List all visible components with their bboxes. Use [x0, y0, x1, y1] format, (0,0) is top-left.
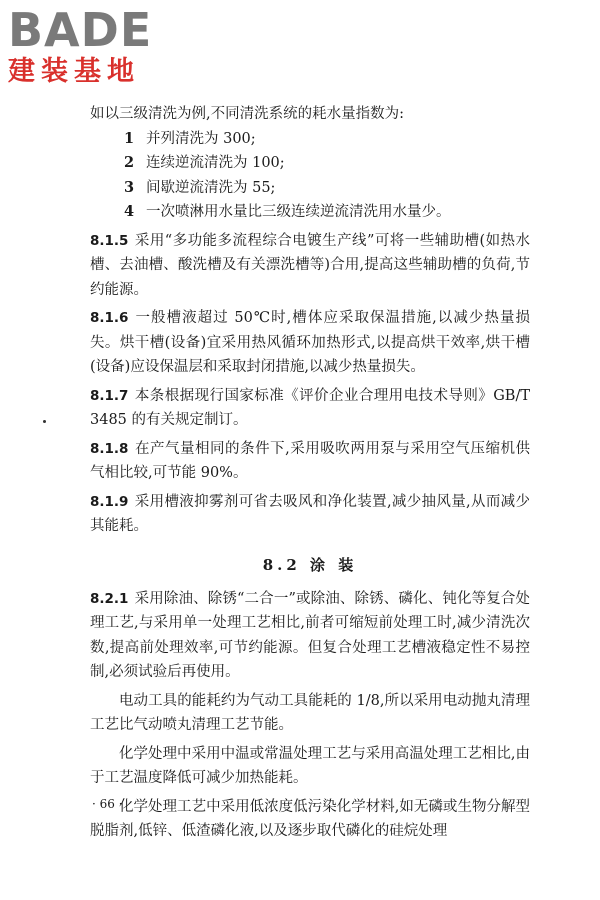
- clause-text: 一般槽液超过 50℃时,槽体应采取保温措施,以减少热量损失。烘干槽(设备)宜采用热风循环加热形式,以提高烘干效率,烘干槽(设备)应设保温层和采取封闭措施,以减少热量损失。: [90, 310, 530, 375]
- clause-number: 8.1.5: [90, 232, 129, 249]
- clause-text: 采用“多功能多流程综合电镀生产线”可将一些辅助槽(如热水槽、去油槽、酸洗槽及有关漂洗槽等)合用,提高这些辅助槽的负荷,节约能源。: [90, 232, 530, 298]
- list-item: [90, 127, 530, 152]
- paragraph: 化学处理中采用中温或常温处理工艺与采用高温处理工艺相比,由于工艺温度降低可减少加热能耗。: [90, 745, 530, 786]
- clause-number: 8.2.1: [90, 590, 129, 607]
- logo-title: BADE: [8, 3, 153, 57]
- clause-text: 在产气量相同的条件下,采用吸吹两用泵与采用空气压缩机供气相比较,可节能 90%。: [90, 440, 530, 481]
- page-number: · 66 ·: [92, 797, 123, 811]
- item-number: 4: [124, 203, 135, 220]
- list-item: [90, 176, 530, 201]
- section-heading: 8.2 涂 装: [262, 555, 358, 574]
- clause-number: 8.1.6: [90, 310, 129, 326]
- clause-text: 采用槽液抑雾剂可省去吸风和净化装置,减少抽风量,从而减少其能耗。: [90, 493, 530, 534]
- clause-text: 采用除油、除锈“二合一”或除油、除锈、磷化、钝化等复合处理工艺,与采用单一处理工艺相比,前者可缩短前处理工时,减少清洗次数,提高前处理效率,可节约能源。但复合处理工艺槽液稳定性不易控制,必须试验后再使用。: [90, 590, 530, 680]
- item-text: 并列清洗为 300;: [146, 130, 256, 147]
- clause: [90, 587, 530, 685]
- clause-number: 8.1.8: [90, 440, 129, 457]
- clause: [90, 306, 530, 380]
- clause-number: 8.1.9: [90, 493, 129, 510]
- clause-text: 本条根据现行国家标准《评价企业合理用电技术导则》GB/T 3485 的有关规定制订。: [90, 387, 530, 428]
- paragraph: 化学处理工艺中采用低浓度低污染化学材料,如无磷或生物分解型脱脂剂,低锌、低渣磷化液,以及逐步取代磷化的硅烷处理: [90, 798, 530, 839]
- stray-dot: [43, 420, 46, 423]
- clause: [90, 437, 530, 486]
- bade-logo: [8, 3, 183, 96]
- clause-number: 8.1.7: [90, 387, 129, 404]
- clause: [90, 490, 530, 539]
- page-body: [90, 102, 530, 844]
- item-text: 一次喷淋用水量比三级连续逆流清洗用水量少。: [146, 204, 451, 220]
- clause: [90, 384, 530, 433]
- clause: [90, 229, 530, 303]
- list-item: [90, 151, 530, 176]
- logo-subtitle: 建装基地: [8, 56, 140, 87]
- item-number: 1: [124, 129, 135, 147]
- list-item: [90, 200, 530, 225]
- item-number: 3: [124, 178, 135, 196]
- item-number: 2: [124, 154, 135, 171]
- item-text: 连续逆流清洗为 100;: [146, 155, 285, 171]
- intro-text: 如以三级清洗为例,不同清洗系统的耗水量指数为:: [90, 106, 404, 122]
- paragraph: 电动工具的能耗约为气动工具能耗的 1/8,所以采用电动抛丸清理工艺比气动喷丸清理工艺节能。: [90, 692, 530, 733]
- item-text: 间歇逆流清洗为 55;: [146, 179, 276, 196]
